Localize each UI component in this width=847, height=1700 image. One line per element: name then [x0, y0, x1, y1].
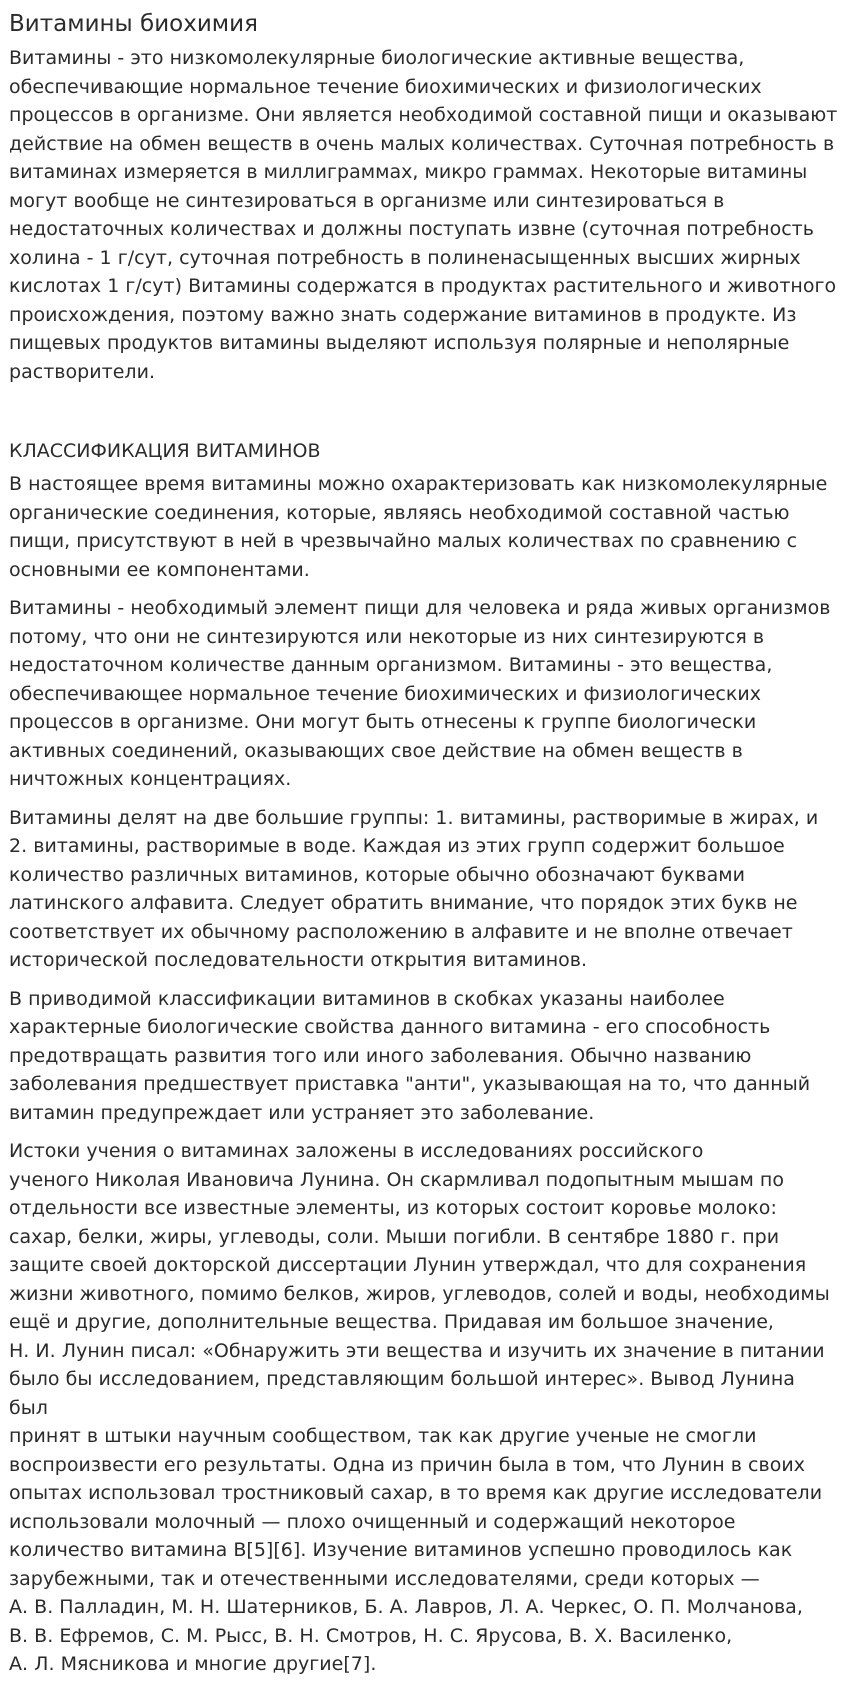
- section-heading: КЛАССИФИКАЦИЯ ВИТАМИНОВ: [9, 440, 321, 462]
- paragraph-definition: В настоящее время витамины можно охарактеризовать как низкомолекулярные органические соединения, которые, являясь необходимой составной частью пищи, присутствуют в ней в чрезвычайно малых количествах по сравнению с основными ее компонентами.: [9, 473, 828, 581]
- paragraph-classification: В приводимой классификации витаминов в скобках указаны наиболее характерные биологические свойства данного витамина - его способность предотвращать развития того или иного заболевания. Обычно названию заболевания предшествует приставка "анти", указывающая на то, что данный витамин предупреждает или устраняет это заболевание.: [9, 987, 811, 1124]
- paragraph-necessity: Витамины - необходимый элемент пищи для человека и ряда живых организмов потому, что они не синтезируются или некоторые из них синтезируются в недостаточном количестве данным организмом. Витамины - это вещества, обеспечивающее нормальное течение биохимических и физиологических процессов в организме. Они могут быть отнесены к группе биологически активных соединений, оказывающих свое действие на обмен веществ в ничтожных концентрациях.: [9, 597, 831, 790]
- paragraph-groups: Витамины делят на две большие группы: 1. витамины, растворимые в жирах, и 2. витамины, растворимые в воде. Каждая из этих групп содержит большое количество различных витаминов, которые обычно обозначают буквами латинского алфавита. Следует обратить внимание, что порядок этих букв не соответствует их обычному расположению в алфавите и не вполне отвечает исторической последовательности открытия витаминов.: [9, 806, 819, 971]
- page-title: Витамины биохимия: [9, 11, 258, 37]
- intro-paragraph: Витамины - это низкомолекулярные биологические активные вещества, обеспечивающие нормальное течение биохимических и физиологических процессов в организме. Они является необходимой составной пищи и оказывают действие на обмен веществ в очень малых количествах. Суточная потребность в витаминах измеряется в миллиграммах, микро граммах. Некоторые витамины могут вообще не синтезироваться в организме или синтезироваться в недостаточных количествах и должны поступать извне (суточная потребность холина - 1 г/сут, суточная потребность в полиненасыщенных высших жирных кислотах 1 г/сут) Витамины содержатся в продуктах растительного и животного происхождения, поэтому важно знать содержание витаминов в продукте. Из пищевых продуктов витамины выделяют используя полярные и неполярные растворители.: [9, 47, 838, 383]
- document-page: [9, 0, 839, 1675]
- section-body: [9, 470, 839, 1689]
- paragraph-history: Истоки учения о витаминах заложены в исследованиях российского ученого Николая Ивановича Лунина. Он скармливал подопытным мышам по отдельности все известные элементы, из которых состоит коровье молоко: сахар, белки, жиры, углеводы, соли. Мыши погибли. В сентябре 1880 г. при защите своей докторской диссертации Лунин утверждал, что для сохранения жизни животного, помимо белков, жиров, углеводов, солей и воды, необходимы ещё и другие, дополнительные вещества. Придавая им большое значение, Н. И. Лунин писал: «Обнаружить эти вещества и изучить их значение в питании было бы исследованием, представляющим большой интерес». Вывод Лунина был принят в штыки научным сообществом, так как другие ученые не смогли воспроизвести его результаты. Одна из причин была в том, что Лунин в своих опытах использовал тростниковый сахар, в то время как другие исследователи использовали молочный — плохо очищенный и содержащий некоторое количество витамина B[5][6]. Изучение витаминов успешно проводилось как зарубежными, так и отечественными исследователями, среди которых — А. В. Палладин, М. Н. Шатерников, Б. А. Лавров, Л. А. Черкес, О. П. Молчанова, В. В. Ефремов, С. М. Рысс, В. Н. Смотров, Н. С. Ярусова, В. Х. Василенко, А. Л. Мясникова и многие другие[7].: [9, 1140, 830, 1675]
